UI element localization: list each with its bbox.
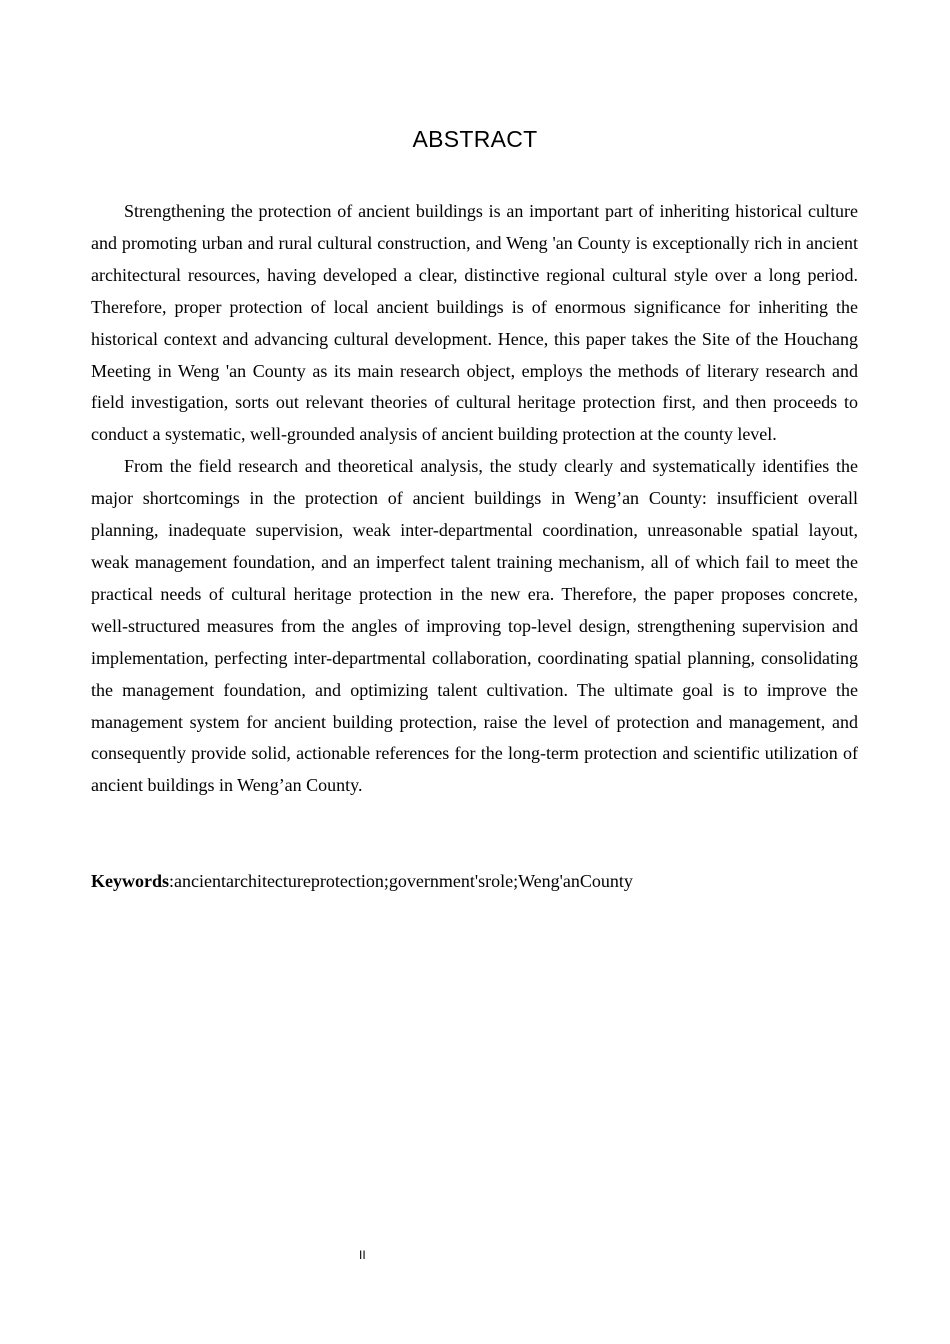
abstract-paragraph-2: From the field research and theoretical analysis, the study clearly and systematically identifies the major shortcomings in the protection of ancient buildings in Weng’an County: insufficient overall planning, inadequate supervision, weak inter-departmental coordination, unreasonable spatial layout, weak management foundation, and an imperfect talent training mechanism, all of which fail to meet the practical needs of cultural heritage protection in the new era. Therefore, the paper proposes concrete, well-structured measures from the angles of improving top-level design, strengthening supervision and implementation, perfecting inter-departmental collaboration, coordinating spatial planning, consolidating the management foundation, and optimizing talent cultivation. The ultimate goal is to improve the management system for ancient building protection, raise the level of protection and management, and consequently provide solid, actionable references for the long-term protection and scientific utilization of ancient buildings in Weng’an County. bbox=[91, 456, 858, 796]
keywords-label: Keywords bbox=[91, 871, 169, 891]
page-number: II bbox=[359, 1248, 366, 1262]
abstract-body bbox=[91, 196, 858, 802]
keywords-text: :ancientarchitectureprotection;government'srole;Weng'anCounty bbox=[169, 871, 633, 891]
abstract-paragraph-1: Strengthening the protection of ancient buildings is an important part of inheriting historical culture and promoting urban and rural cultural construction, and Weng 'an County is exceptionally rich in ancient architectural resources, having developed a clear, distinctive regional cultural style over a long period. Therefore, proper protection of local ancient buildings is of enormous significance for inheriting the historical context and advancing cultural development. Hence, this paper takes the Site of the Houchang Meeting in Weng 'an County as its main research object, employs the methods of literary research and field investigation, sorts out relevant theories of cultural heritage protection first, and then proceeds to conduct a systematic, well-grounded analysis of ancient building protection at the county level. bbox=[91, 201, 858, 445]
keywords-line bbox=[91, 866, 858, 898]
abstract-title: ABSTRACT bbox=[412, 126, 538, 152]
